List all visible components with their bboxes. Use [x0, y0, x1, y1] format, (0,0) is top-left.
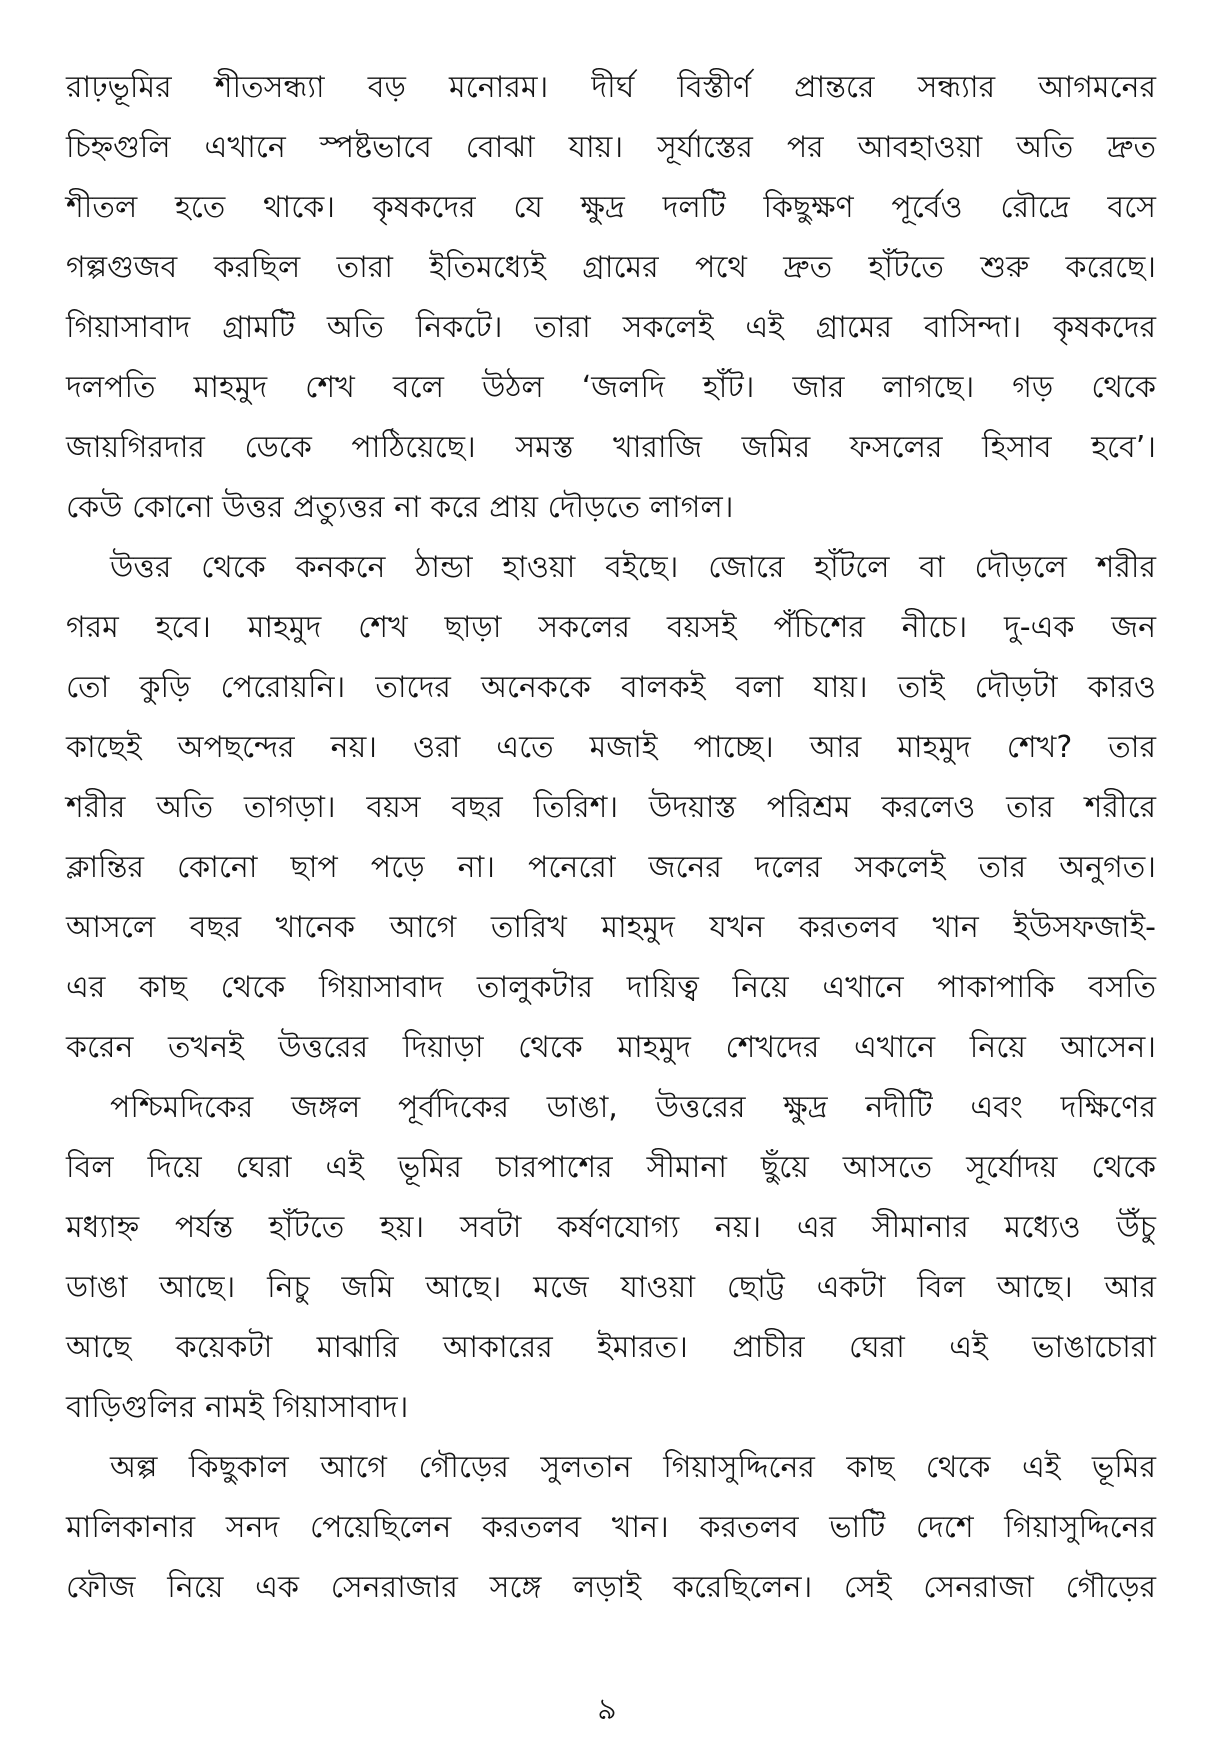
text-line: মধ্যাহ্ন পর্যন্ত হাঁটতে হয়। সবটা কর্ষণযোগ্য নয়। এর সীমানার মধ্যেও উঁচু — [66, 1210, 1156, 1245]
text-line: ডাঙা আছে। নিচু জমি আছে। মজে যাওয়া ছোট্ট একটা বিল আছে। আর — [66, 1270, 1156, 1305]
text-line: আছে কয়েকটা মাঝারি আকারের ইমারত। প্রাচীর ঘেরা এই ভাঙাচোরা — [66, 1330, 1156, 1365]
text-line: করেন তখনই উত্তরের দিয়াড়া থেকে মাহমুদ শেখদের এখানে নিয়ে আসেন। — [66, 1030, 1156, 1065]
text-line: গিয়াসাবাদ গ্রামটি অতি নিকটে। তারা সকলেই এই গ্রামের বাসিন্দা। কৃষকদের — [66, 310, 1156, 345]
text-line: বাড়িগুলির নামই গিয়াসাবাদ। — [66, 1390, 409, 1425]
text-line: চিহ্নগুলি এখানে স্পষ্টভাবে বোঝা যায়। সূর্যাস্তের পর আবহাওয়া অতি দ্রুত — [66, 130, 1156, 165]
body-text — [66, 58, 1156, 1618]
text-line: গরম হবে। মাহমুদ শেখ ছাড়া সকলের বয়সই পঁচিশের নীচে। দু-এক জন — [66, 610, 1156, 645]
text-line: রাঢ়ভূমির শীতসন্ধ্যা বড় মনোরম। দীর্ঘ বিস্তীর্ণ প্রান্তরে সন্ধ্যার আগমনের — [66, 70, 1156, 105]
text-line: মালিকানার সনদ পেয়েছিলেন করতলব খান। করতলব ভাটি দেশে গিয়াসুদ্দিনের — [66, 1510, 1156, 1545]
text-line: জায়গিরদার ডেকে পাঠিয়েছে। সমস্ত খারাজি জমির ফসলের হিসাব হবে’। — [66, 430, 1156, 465]
text-line: ক্লান্তির কোনো ছাপ পড়ে না। পনেরো জনের দলের সকলেই তার অনুগত। — [66, 850, 1156, 885]
text-line: কেউ কোনো উত্তর প্রত্যুত্তর না করে প্রায় দৌড়তে লাগল। — [66, 490, 734, 525]
text-line: উত্তর থেকে কনকনে ঠান্ডা হাওয়া বইছে। জোরে হাঁটলে বা দৌড়লে শরীর — [110, 550, 1156, 585]
text-line: ফৌজ নিয়ে এক সেনরাজার সঙ্গে লড়াই করেছিলেন। সেই সেনরাজা গৌড়ের — [66, 1570, 1156, 1605]
text-line: তো কুড়ি পেরোয়নি। তাদের অনেককে বালকই বলা যায়। তাই দৌড়টা কারও — [66, 670, 1156, 705]
text-line: কাছেই অপছন্দের নয়। ওরা এতে মজাই পাচ্ছে। আর মাহমুদ শেখ? তার — [66, 730, 1156, 765]
page-number: ৯ — [597, 1692, 617, 1727]
text-line: গল্পগুজব করছিল তারা ইতিমধ্যেই গ্রামের পথে দ্রুত হাঁটতে শুরু করেছে। — [66, 250, 1156, 285]
text-line: অল্প কিছুকাল আগে গৌড়ের সুলতান গিয়াসুদ্দিনের কাছ থেকে এই ভূমির — [110, 1450, 1156, 1485]
text-line: এর কাছ থেকে গিয়াসাবাদ তালুকটার দায়িত্ব নিয়ে এখানে পাকাপাকি বসতি — [66, 970, 1156, 1005]
text-line: শীতল হতে থাকে। কৃষকদের যে ক্ষুদ্র দলটি কিছুক্ষণ পূর্বেও রৌদ্রে বসে — [66, 190, 1156, 225]
text-line: দলপতি মাহমুদ শেখ বলে উঠল ‘জলদি হাঁট। জার লাগছে। গড় থেকে — [66, 370, 1156, 405]
text-line: শরীর অতি তাগড়া। বয়স বছর তিরিশ। উদয়াস্ত পরিশ্রম করলেও তার শরীরে — [66, 790, 1156, 825]
text-line: পশ্চিমদিকের জঙ্গল পূর্বদিকের ডাঙা, উত্তরের ক্ষুদ্র নদীটি এবং দক্ষিণের — [110, 1090, 1156, 1125]
text-line: আসলে বছর খানেক আগে তারিখ মাহমুদ যখন করতলব খান ইউসফজাই- — [66, 910, 1156, 945]
text-line: বিল দিয়ে ঘেরা এই ভূমির চারপাশের সীমানা ছুঁয়ে আসতে সূর্যোদয় থেকে — [66, 1150, 1156, 1185]
